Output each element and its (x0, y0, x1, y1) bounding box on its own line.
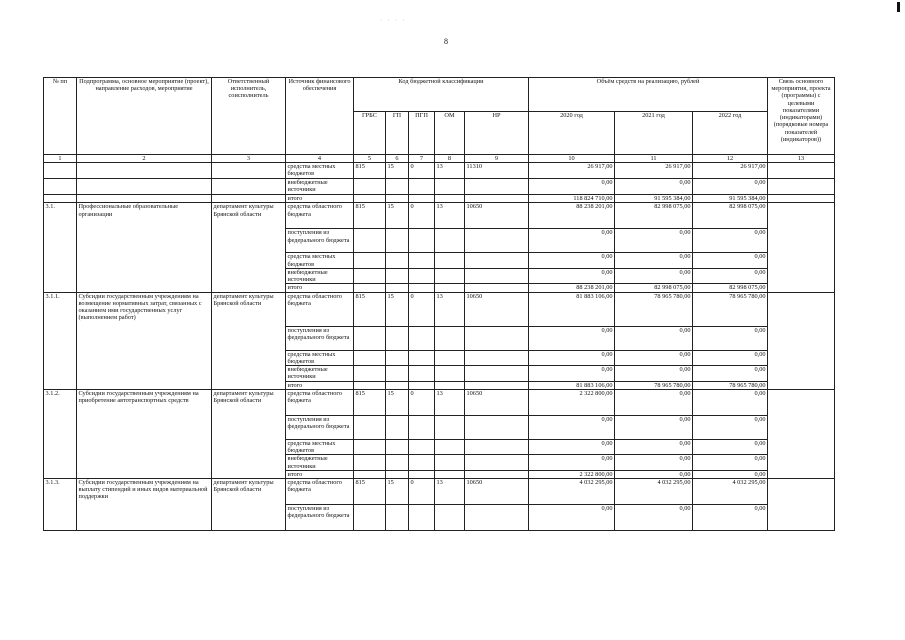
header-gp: ГП (386, 112, 409, 155)
om-cell (435, 229, 465, 253)
amount-2021: 82 998 075,00 (615, 284, 693, 292)
pgp-cell: 0 (409, 203, 435, 229)
nr-cell: 10650 (465, 478, 529, 504)
grbs-cell (354, 366, 386, 381)
source-cell: средства областного бюджета (286, 478, 354, 504)
om-cell (435, 350, 465, 365)
column-index: 10 (529, 155, 615, 163)
grbs-cell: 815 (354, 292, 386, 326)
source-cell: итого (286, 470, 354, 478)
item-number (44, 195, 77, 203)
table-row (44, 292, 835, 326)
pgp-cell (409, 439, 435, 454)
pgp-cell (409, 253, 435, 268)
table-body (44, 163, 835, 531)
header-row-top (44, 78, 835, 112)
indicator-link-cell (768, 179, 835, 195)
amount-2022: 0,00 (693, 504, 768, 530)
nr-cell: 10650 (465, 292, 529, 326)
om-cell: 13 (435, 203, 465, 229)
grbs-cell (354, 253, 386, 268)
amount-2020: 0,00 (529, 504, 615, 530)
source-cell: средства местных бюджетов (286, 350, 354, 365)
pgp-cell (409, 195, 435, 203)
table-row (44, 478, 835, 504)
gp-cell (386, 326, 409, 350)
amount-2021: 26 917,00 (615, 163, 693, 179)
amount-2020: 2 322 800,00 (529, 470, 615, 478)
om-cell (435, 326, 465, 350)
amount-2021: 0,00 (615, 366, 693, 381)
om-cell (435, 284, 465, 292)
pgp-cell (409, 470, 435, 478)
grbs-cell (354, 381, 386, 389)
amount-2022: 0,00 (693, 350, 768, 365)
column-index-row (44, 155, 835, 163)
amount-2022: 78 965 780,00 (693, 381, 768, 389)
om-cell: 13 (435, 478, 465, 504)
pgp-cell: 0 (409, 478, 435, 504)
indicator-link-cell (768, 389, 835, 478)
item-executor (212, 179, 286, 195)
om-cell (435, 470, 465, 478)
gp-cell (386, 381, 409, 389)
nr-cell (465, 350, 529, 365)
nr-cell (465, 195, 529, 203)
grbs-cell (354, 504, 386, 530)
indicator-link-cell (768, 203, 835, 292)
item-number: 3.1. (44, 203, 77, 292)
pgp-cell (409, 381, 435, 389)
item-name: Субсидии государственным учреждениям на возмещение нормативных затрат, связанных с оказанием ими государственных услуг (выполнением работ) (77, 292, 212, 389)
amount-2021: 0,00 (615, 389, 693, 415)
grbs-cell: 815 (354, 389, 386, 415)
header-link: Связь основного мероприятия, проекта (программы) с целевыми показателями (индикаторами) (порядковые номера показателей (индикаторов)) (768, 78, 835, 155)
amount-2020: 0,00 (529, 455, 615, 470)
amount-2022: 0,00 (693, 470, 768, 478)
gp-cell (386, 268, 409, 283)
grbs-cell (354, 229, 386, 253)
table-row (44, 195, 835, 203)
column-index: 7 (409, 155, 435, 163)
source-cell: средства областного бюджета (286, 292, 354, 326)
om-cell (435, 455, 465, 470)
nr-cell: 10650 (465, 203, 529, 229)
header-source: Источник финансового обеспечения (286, 78, 354, 155)
indicator-link-cell (768, 163, 835, 179)
amount-2020: 81 883 106,00 (529, 292, 615, 326)
budget-table (43, 77, 835, 531)
amount-2022: 0,00 (693, 253, 768, 268)
source-cell: поступления из федерального бюджета (286, 415, 354, 439)
grbs-cell: 815 (354, 478, 386, 504)
source-cell: внебюджетные источники (286, 268, 354, 283)
gp-cell (386, 455, 409, 470)
amount-2022: 26 917,00 (693, 163, 768, 179)
header-nr: НР (465, 112, 529, 155)
nr-cell (465, 229, 529, 253)
source-cell: внебюджетные источники (286, 179, 354, 195)
grbs-cell (354, 455, 386, 470)
gp-cell (386, 284, 409, 292)
header-no: № пп (44, 78, 77, 155)
item-executor (212, 163, 286, 179)
amount-2022: 0,00 (693, 229, 768, 253)
om-cell (435, 179, 465, 195)
table-row (44, 179, 835, 195)
amount-2022: 0,00 (693, 366, 768, 381)
om-cell (435, 195, 465, 203)
header-kbk: Код бюджетной классификации (354, 78, 529, 112)
pgp-cell: 0 (409, 163, 435, 179)
amount-2022: 0,00 (693, 179, 768, 195)
om-cell (435, 504, 465, 530)
grbs-cell (354, 284, 386, 292)
amount-2021: 0,00 (615, 253, 693, 268)
header-pgp: ПГП (409, 112, 435, 155)
amount-2021: 0,00 (615, 470, 693, 478)
amount-2022: 82 998 075,00 (693, 203, 768, 229)
nr-cell (465, 455, 529, 470)
amount-2021: 78 965 780,00 (615, 381, 693, 389)
amount-2020: 2 322 800,00 (529, 389, 615, 415)
amount-2020: 0,00 (529, 415, 615, 439)
amount-2021: 0,00 (615, 229, 693, 253)
grbs-cell (354, 439, 386, 454)
pgp-cell (409, 179, 435, 195)
column-index: 5 (354, 155, 386, 163)
gp-cell: 15 (386, 292, 409, 326)
column-index: 3 (212, 155, 286, 163)
pgp-cell (409, 366, 435, 381)
amount-2020: 0,00 (529, 439, 615, 454)
item-name (77, 179, 212, 195)
amount-2021: 91 595 384,00 (615, 195, 693, 203)
nr-cell (465, 470, 529, 478)
item-number (44, 163, 77, 179)
amount-2021: 78 965 780,00 (615, 292, 693, 326)
amount-2021: 0,00 (615, 350, 693, 365)
om-cell (435, 381, 465, 389)
amount-2020: 81 883 106,00 (529, 381, 615, 389)
amount-2022: 4 032 295,00 (693, 478, 768, 504)
item-name: Субсидии государственным учреждениям на приобретение автотранспортных средств (77, 389, 212, 478)
column-index: 11 (615, 155, 693, 163)
scan-edge-mark (897, 2, 900, 12)
header-grbs: ГРБС (354, 112, 386, 155)
indicator-link-cell (768, 478, 835, 530)
grbs-cell (354, 350, 386, 365)
column-index: 8 (435, 155, 465, 163)
indicator-link-cell (768, 292, 835, 389)
source-cell: поступления из федерального бюджета (286, 504, 354, 530)
item-name (77, 163, 212, 179)
amount-2022: 0,00 (693, 415, 768, 439)
header-volume: Объём средств на реализацию, рублей (529, 78, 768, 112)
column-index: 13 (768, 155, 835, 163)
nr-cell (465, 326, 529, 350)
amount-2020: 0,00 (529, 326, 615, 350)
amount-2022: 0,00 (693, 455, 768, 470)
source-cell: средства местных бюджетов (286, 253, 354, 268)
amount-2021: 0,00 (615, 179, 693, 195)
pgp-cell: 0 (409, 292, 435, 326)
source-cell: поступления из федерального бюджета (286, 326, 354, 350)
nr-cell (465, 179, 529, 195)
source-cell: итого (286, 284, 354, 292)
nr-cell (465, 268, 529, 283)
gp-cell (386, 470, 409, 478)
header-om: ОМ (435, 112, 465, 155)
gp-cell (386, 350, 409, 365)
column-index: 12 (693, 155, 768, 163)
source-cell: внебюджетные источники (286, 366, 354, 381)
header-2020: 2020 год (529, 112, 615, 155)
item-number: 3.1.2. (44, 389, 77, 478)
om-cell (435, 439, 465, 454)
grbs-cell (354, 268, 386, 283)
pgp-cell: 0 (409, 389, 435, 415)
grbs-cell (354, 326, 386, 350)
item-number (44, 179, 77, 195)
indicator-link-cell (768, 195, 835, 203)
grbs-cell: 815 (354, 203, 386, 229)
grbs-cell: 815 (354, 163, 386, 179)
amount-2020: 0,00 (529, 366, 615, 381)
gp-cell (386, 229, 409, 253)
nr-cell (465, 381, 529, 389)
header-executor: Ответственный исполнитель, соисполнитель (212, 78, 286, 155)
gp-cell: 15 (386, 478, 409, 504)
pgp-cell (409, 504, 435, 530)
item-executor: департамент культуры Брянской области (212, 478, 286, 530)
gp-cell (386, 366, 409, 381)
nr-cell (465, 504, 529, 530)
page-number: 8 (444, 37, 448, 46)
pgp-cell (409, 455, 435, 470)
amount-2020: 0,00 (529, 350, 615, 365)
gp-cell (386, 415, 409, 439)
amount-2020: 0,00 (529, 179, 615, 195)
nr-cell (465, 439, 529, 454)
nr-cell (465, 366, 529, 381)
column-index: 2 (77, 155, 212, 163)
amount-2020: 0,00 (529, 253, 615, 268)
table-row (44, 203, 835, 229)
om-cell (435, 415, 465, 439)
gp-cell: 15 (386, 203, 409, 229)
nr-cell: 11310 (465, 163, 529, 179)
om-cell: 13 (435, 292, 465, 326)
amount-2021: 0,00 (615, 268, 693, 283)
amount-2022: 78 965 780,00 (693, 292, 768, 326)
amount-2022: 0,00 (693, 439, 768, 454)
gp-cell: 15 (386, 389, 409, 415)
om-cell: 13 (435, 163, 465, 179)
pgp-cell (409, 350, 435, 365)
source-cell: внебюджетные источники (286, 455, 354, 470)
column-index: 1 (44, 155, 77, 163)
item-name: Субсидии государственным учреждениям на выплату стипендий и иных видов материальной поддержки (77, 478, 212, 530)
pgp-cell (409, 268, 435, 283)
source-cell: средства местных бюджетов (286, 163, 354, 179)
source-cell: средства областного бюджета (286, 203, 354, 229)
grbs-cell (354, 470, 386, 478)
item-executor (212, 195, 286, 203)
gp-cell (386, 504, 409, 530)
amount-2021: 0,00 (615, 326, 693, 350)
source-cell: итого (286, 381, 354, 389)
source-cell: поступления из федерального бюджета (286, 229, 354, 253)
column-index: 6 (386, 155, 409, 163)
amount-2021: 4 032 295,00 (615, 478, 693, 504)
gp-cell (386, 439, 409, 454)
nr-cell (465, 415, 529, 439)
amount-2020: 88 238 201,00 (529, 203, 615, 229)
header-name: Подпрограмма, основное мероприятие (проект), направление расходов, мероприятие (77, 78, 212, 155)
table-row (44, 163, 835, 179)
amount-2021: 0,00 (615, 504, 693, 530)
item-executor: департамент культуры Брянской области (212, 203, 286, 292)
amount-2020: 0,00 (529, 229, 615, 253)
item-number: 3.1.3. (44, 478, 77, 530)
nr-cell (465, 284, 529, 292)
amount-2020: 118 824 710,00 (529, 195, 615, 203)
grbs-cell (354, 195, 386, 203)
amount-2022: 0,00 (693, 268, 768, 283)
item-name (77, 195, 212, 203)
scan-noise: · · · · (380, 18, 407, 24)
pgp-cell (409, 415, 435, 439)
header-2021: 2021 год (615, 112, 693, 155)
item-executor: департамент культуры Брянской области (212, 389, 286, 478)
om-cell (435, 253, 465, 268)
amount-2021: 0,00 (615, 455, 693, 470)
pgp-cell (409, 229, 435, 253)
amount-2022: 0,00 (693, 326, 768, 350)
pgp-cell (409, 326, 435, 350)
om-cell (435, 366, 465, 381)
source-cell: средства местных бюджетов (286, 439, 354, 454)
amount-2021: 0,00 (615, 415, 693, 439)
amount-2020: 26 917,00 (529, 163, 615, 179)
item-executor: департамент культуры Брянской области (212, 292, 286, 389)
source-cell: средства областного бюджета (286, 389, 354, 415)
gp-cell: 15 (386, 163, 409, 179)
gp-cell (386, 195, 409, 203)
om-cell (435, 268, 465, 283)
amount-2020: 0,00 (529, 268, 615, 283)
grbs-cell (354, 179, 386, 195)
column-index: 4 (286, 155, 354, 163)
table-row (44, 389, 835, 415)
item-number: 3.1.1. (44, 292, 77, 389)
gp-cell (386, 179, 409, 195)
om-cell: 13 (435, 389, 465, 415)
nr-cell (465, 253, 529, 268)
amount-2020: 4 032 295,00 (529, 478, 615, 504)
item-name: Профессиональные образовательные организации (77, 203, 212, 292)
nr-cell: 10650 (465, 389, 529, 415)
amount-2022: 91 595 384,00 (693, 195, 768, 203)
pgp-cell (409, 284, 435, 292)
gp-cell (386, 253, 409, 268)
amount-2020: 88 238 201,00 (529, 284, 615, 292)
column-index: 9 (465, 155, 529, 163)
header-2022: 2022 год (693, 112, 768, 155)
amount-2021: 82 998 075,00 (615, 203, 693, 229)
amount-2022: 82 998 075,00 (693, 284, 768, 292)
amount-2021: 0,00 (615, 439, 693, 454)
amount-2022: 0,00 (693, 389, 768, 415)
source-cell: итого (286, 195, 354, 203)
grbs-cell (354, 415, 386, 439)
